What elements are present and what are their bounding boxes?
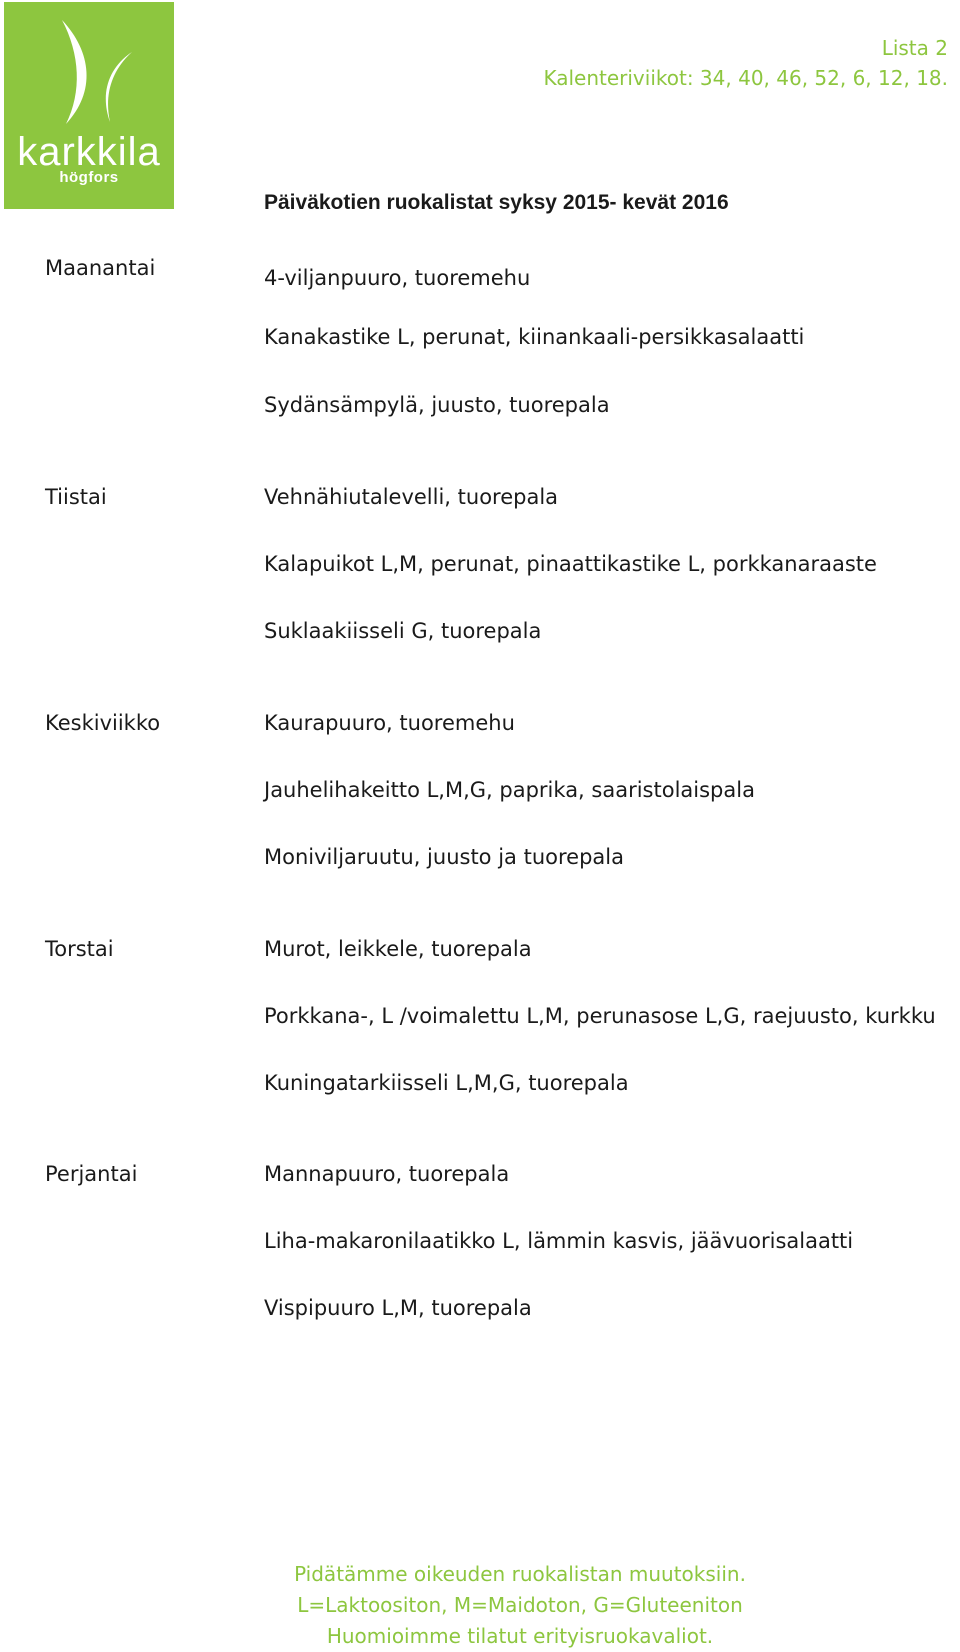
meal-friday-lunch: Liha-makaronilaatikko L, lämmin kasvis, jäävuorisalaatti bbox=[264, 1229, 854, 1253]
day-label-friday: Perjantai bbox=[45, 1162, 138, 1186]
meal-tuesday-breakfast: Vehnähiutalevelli, tuorepala bbox=[264, 485, 559, 509]
meal-monday-snack: Sydänsämpylä, juusto, tuorepala bbox=[264, 393, 610, 417]
calendar-weeks: Kalenteriviikot: 34, 40, 46, 52, 6, 12, 18. bbox=[543, 66, 948, 90]
meal-thursday-lunch: Porkkana-, L /voimalettu L,M, perunasose L,G, raejuusto, kurkku bbox=[264, 1004, 936, 1028]
meal-tuesday-lunch: Kalapuikot L,M, perunat, pinaattikastike L, porkkanaraaste bbox=[264, 552, 877, 576]
meal-thursday-breakfast: Murot, leikkele, tuorepala bbox=[264, 937, 532, 961]
day-label-thursday: Torstai bbox=[45, 937, 114, 961]
day-label-wednesday: Keskiviikko bbox=[45, 711, 161, 735]
meal-tuesday-snack: Suklaakiisseli G, tuorepala bbox=[264, 619, 542, 643]
page-title: Päiväkotien ruokalistat syksy 2015- kevät 2016 bbox=[264, 191, 729, 214]
footer-legend: L=Laktoositon, M=Maidoton, G=Gluteeniton bbox=[297, 1593, 743, 1617]
logo-subtext: högfors bbox=[59, 169, 119, 186]
meal-wednesday-breakfast: Kaurapuuro, tuoremehu bbox=[264, 711, 515, 735]
footer-special-diets: Huomioimme tilatut erityisruokavaliot. bbox=[326, 1624, 714, 1648]
day-label-tuesday: Tiistai bbox=[45, 485, 107, 509]
meal-wednesday-snack: Moniviljaruutu, juusto ja tuorepala bbox=[264, 845, 624, 869]
meal-monday-breakfast: 4-viljanpuuro, tuoremehu bbox=[264, 266, 531, 290]
logo-wordmark: karkkila bbox=[17, 130, 161, 174]
meal-wednesday-lunch: Jauhelihakeitto L,M,G, paprika, saaristolaispala bbox=[264, 778, 755, 802]
meal-monday-lunch: Kanakastike L, perunat, kiinankaali-persikkasalaatti bbox=[264, 325, 805, 349]
list-name: Lista 2 bbox=[881, 36, 948, 60]
meal-thursday-snack: Kuningatarkiisseli L,M,G, tuorepala bbox=[264, 1071, 629, 1095]
meal-friday-breakfast: Mannapuuro, tuorepala bbox=[264, 1162, 510, 1186]
footer-disclaimer: Pidätämme oikeuden ruokalistan muutoksiin. bbox=[294, 1562, 746, 1586]
meal-friday-snack: Vispipuuro L,M, tuorepala bbox=[264, 1296, 532, 1320]
logo-swoosh-icon bbox=[4, 2, 174, 132]
day-label-monday: Maanantai bbox=[45, 256, 156, 280]
karkkila-logo bbox=[4, 2, 174, 209]
